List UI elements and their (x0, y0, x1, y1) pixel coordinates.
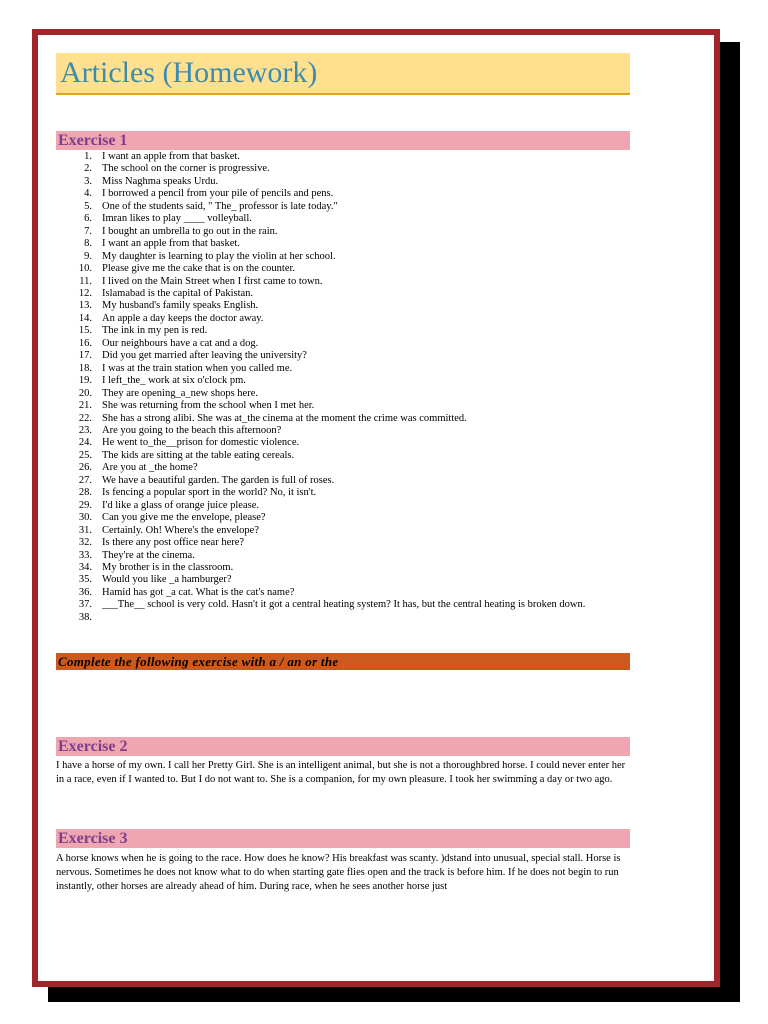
exercise-1-heading: Exercise 1 (58, 132, 128, 149)
instruction-bar (56, 653, 630, 670)
list-item-number: 8. (84, 238, 92, 250)
list-item-text: I bought an umbrella to go out in the rain. (102, 225, 278, 237)
list-item (68, 475, 628, 487)
list-item-text: He went to_the__prison for domestic violence. (102, 437, 300, 449)
list-item-number: 31. (78, 524, 92, 536)
list-item-number: 6. (84, 213, 92, 225)
title-bar (56, 53, 630, 95)
list-item-text: I'd like a glass of orange juice please. (102, 499, 259, 511)
instruction-text: Complete the following exercise with a / an or the (58, 654, 339, 669)
list-item (68, 325, 628, 337)
list-item-text: My daughter is learning to play the violin at her school. (102, 250, 336, 262)
list-item-number: 23. (78, 424, 92, 436)
list-item-text: My brother is in the classroom. (102, 561, 234, 573)
list-item-number: 32. (78, 537, 92, 549)
list-item-number: 28. (78, 487, 92, 499)
list-item-text: An apple a day keeps the doctor away. (102, 312, 264, 324)
exercise-2-text: I have a horse of my own. I call her Pretty Girl. She is an intelligent animal, but she is not a thoroughbred horse. I could never enter her in a race, even if I wanted to. But I do not want to. She is a companion, for my own pleasure. I took her swimming a day or two ago. (56, 760, 626, 785)
list-item (68, 163, 628, 175)
list-item-text: They're at the cinema. (102, 549, 195, 561)
list-item-number: 34. (78, 561, 92, 573)
list-item-text: Are you going to the beach this afternoon? (102, 424, 282, 436)
list-item-text: They are opening_a_new shops here. (102, 387, 258, 399)
list-item-number: 3. (84, 175, 92, 187)
list-item-text: Would you like _a hamburger? (102, 574, 232, 586)
list-item-number: 14. (78, 312, 92, 324)
list-item (68, 151, 628, 163)
list-item-text: Certainly. Oh! Where's the envelope? (102, 524, 259, 536)
list-item-text: The school on the corner is progressive. (102, 163, 270, 175)
list-item-number: 13. (78, 300, 92, 312)
list-item (68, 251, 628, 263)
list-item-text: Is fencing a popular sport in the world? No, it isn't. (102, 487, 317, 499)
list-item-text: I want an apple from that basket. (102, 151, 240, 162)
exercise-1-header (56, 131, 630, 150)
list-item (68, 238, 628, 250)
list-item-number: 7. (84, 225, 92, 237)
list-item (68, 562, 628, 574)
list-item-number: 36. (78, 586, 92, 598)
list-item (68, 188, 628, 200)
list-item (68, 176, 628, 188)
list-item (68, 525, 628, 537)
exercise-3-heading: Exercise 3 (58, 830, 128, 847)
list-item-text: We have a beautiful garden. The garden is full of roses. (102, 474, 335, 486)
list-item-text: Miss Naghma speaks Urdu. (102, 175, 219, 187)
list-item (68, 338, 628, 350)
list-item-number: 15. (78, 325, 92, 337)
list-item (68, 587, 628, 599)
list-item (68, 276, 628, 288)
list-item-number: 21. (78, 400, 92, 412)
list-item (68, 425, 628, 437)
list-item-text: One of the students said, " The_ professor is late today." (102, 200, 338, 212)
list-item-text: She has a strong alibi. She was at_the cinema at the moment the crime was committed. (102, 412, 467, 424)
list-item-number: 29. (78, 499, 92, 511)
list-item-number: 12. (78, 287, 92, 299)
list-item (68, 288, 628, 300)
list-item-text: She was returning from the school when I met her. (102, 400, 315, 412)
list-item-number: 35. (78, 574, 92, 586)
exercise-3-header (56, 829, 630, 848)
list-item (68, 375, 628, 387)
list-item (68, 487, 628, 499)
list-item-number: 9. (84, 250, 92, 262)
list-item (68, 462, 628, 474)
exercise-2-header (56, 737, 630, 756)
list-item (68, 300, 628, 312)
list-item-number: 11. (79, 275, 92, 287)
list-item-number: 4. (84, 188, 92, 200)
list-item-number: 22. (78, 412, 92, 424)
list-item-text: Is there any post office near here? (102, 537, 245, 549)
list-item (68, 226, 628, 238)
list-item (68, 437, 628, 449)
list-item (68, 388, 628, 400)
exercise-3-text: A horse knows when he is going to the race. How does he know? His breakfast was scanty. )dstand into unusual, special stall. Horse is nervous. Sometimes he does not know what to do when starting gate flies open and the track is before him. If he does not begin to run instantly, other horses are already ahead of him. During race, when he sees another horse just (56, 853, 621, 892)
list-item (68, 400, 628, 412)
list-item (68, 599, 628, 611)
list-item-text: Are you at _the home? (102, 462, 198, 474)
list-item (68, 213, 628, 225)
list-item-number: 30. (78, 512, 92, 524)
list-item-text: Hamid has got _a cat. What is the cat's name? (102, 586, 295, 598)
list-item-text: My husband's family speaks English. (102, 300, 259, 312)
list-item-number: 20. (78, 387, 92, 399)
list-item (68, 574, 628, 586)
list-item-text: Can you give me the envelope, please? (102, 512, 266, 524)
list-item-text: Please give me the cake that is on the counter. (102, 263, 296, 275)
list-item (68, 350, 628, 362)
list-item-text: I want an apple from that basket. (102, 238, 240, 250)
list-item-text: The ink in my pen is red. (102, 325, 208, 337)
list-item (68, 512, 628, 524)
list-item-text: I lived on the Main Street when I first came to town. (102, 275, 323, 287)
list-item-number: 5. (84, 200, 92, 212)
list-item (68, 413, 628, 425)
list-item (68, 500, 628, 512)
list-item-number: 10. (78, 263, 92, 275)
list-item-number: 33. (78, 549, 92, 561)
list-item-number: 37. (78, 599, 92, 611)
page-title: Articles (Homework) (60, 56, 318, 89)
list-item-text: The kids are sitting at the table eating cereals. (102, 449, 295, 461)
list-item (68, 201, 628, 213)
list-item-text: I left_the_ work at six o'clock pm. (102, 375, 246, 387)
list-item-number: 16. (78, 337, 92, 349)
list-item-text: I was at the train station when you called me. (102, 362, 293, 374)
list-item-number: 38. (78, 611, 92, 623)
list-item-number: 26. (78, 462, 92, 474)
list-item-number: 19. (78, 375, 92, 387)
list-item-text: Our neighbours have a cat and a dog. (102, 337, 259, 349)
list-item-text: Did you get married after leaving the university? (102, 350, 307, 362)
list-item-text: I borrowed a pencil from your pile of pencils and pens. (102, 188, 334, 200)
list-item-number: 1. (84, 151, 92, 162)
list-item-text: Islamabad is the capital of Pakistan. (102, 287, 254, 299)
list-item-number: 17. (78, 350, 92, 362)
list-item (68, 450, 628, 462)
exercise-2-heading: Exercise 2 (58, 738, 128, 755)
list-item (68, 363, 628, 375)
list-item-number: 27. (78, 474, 92, 486)
list-item-text: ___The__ school is very cold. Hasn't it got a central heating system? It has, but the central heating is broken down. (102, 599, 586, 611)
list-item-number: 25. (78, 449, 92, 461)
list-item (68, 313, 628, 325)
list-item-number: 2. (84, 163, 92, 175)
list-item-text: Imran likes to play ____ volleyball. (102, 213, 252, 225)
list-item (68, 537, 628, 549)
exercise-1-list (68, 151, 628, 623)
list-item-number: 24. (78, 437, 92, 449)
list-item-number: 18. (78, 362, 92, 374)
list-item (68, 550, 628, 562)
list-item (68, 263, 628, 275)
